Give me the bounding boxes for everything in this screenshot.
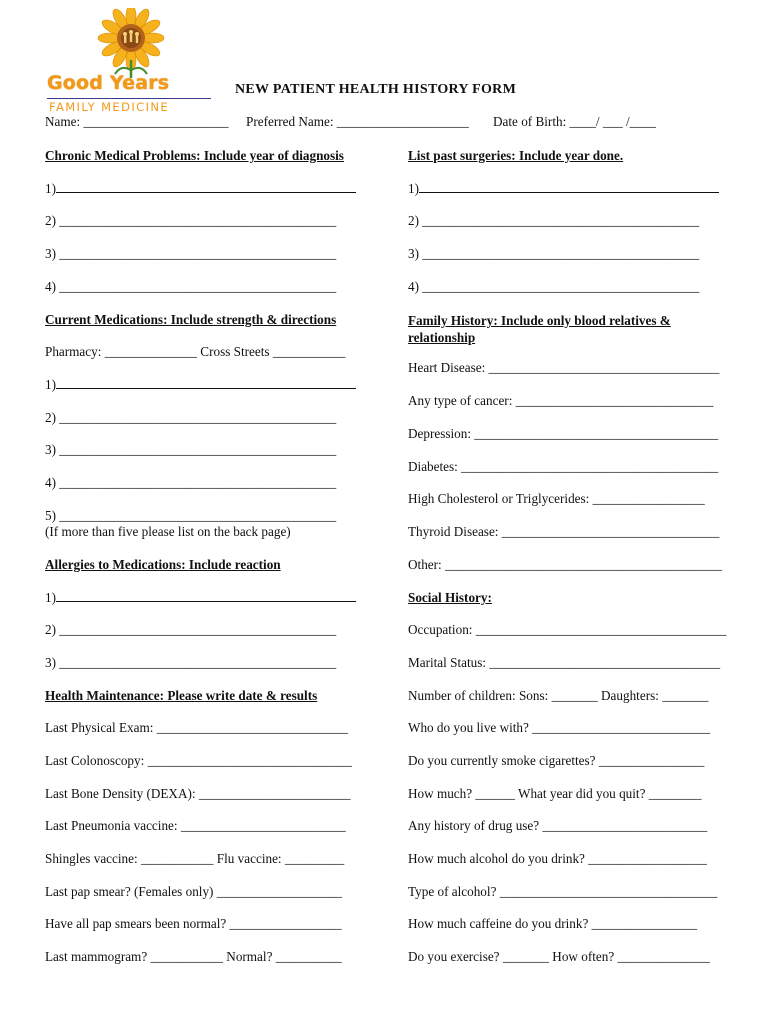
chronic-item-4[interactable]: 4) __________________________________________ [45, 279, 337, 294]
preferred-name-field[interactable]: Preferred Name: ____________________ [246, 114, 469, 129]
chronic-item-1[interactable] [45, 181, 356, 197]
medication-item-3[interactable]: 3) __________________________________________ [45, 442, 337, 457]
chronic-item-1-line [56, 191, 356, 193]
family-other-field[interactable]: Other: __________________________________________ [408, 557, 722, 572]
exercise-field[interactable]: Do you exercise? _______ How often? ______________ [408, 949, 710, 964]
allergies-heading: Allergies to Medications: Include reaction [45, 557, 281, 572]
logo [43, 8, 215, 114]
surgery-item-3[interactable]: 3) __________________________________________ [408, 246, 700, 261]
family-cancer-field[interactable]: Any type of cancer: ______________________________ [408, 393, 714, 408]
surgery-item-1-line [419, 191, 719, 193]
mammogram-field[interactable]: Last mammogram? ___________ Normal? __________ [45, 949, 342, 964]
chronic-item-2[interactable]: 2) __________________________________________ [45, 213, 337, 228]
family-history-heading: Family History: Include only blood relatives & relationship [408, 313, 671, 345]
form-title: NEW PATIENT HEALTH HISTORY FORM [235, 82, 517, 97]
occupation-field[interactable]: Occupation: ______________________________________ [408, 622, 727, 637]
allergy-item-1-label: 1) [45, 590, 56, 605]
smoke-field[interactable]: Do you currently smoke cigarettes? ________________ [408, 753, 705, 768]
physical-exam-field[interactable]: Last Physical Exam: _____________________________ [45, 720, 348, 735]
pharmacy-field[interactable]: Pharmacy: ______________ Cross Streets ___________ [45, 344, 346, 359]
logo-brand-name: Good Years [47, 72, 170, 94]
allergy-item-3[interactable]: 3) __________________________________________ [45, 655, 337, 670]
logo-brand-subtitle: FAMILY MEDICINE [49, 100, 170, 114]
caffeine-field[interactable]: How much caffeine do you drink? ________________ [408, 916, 698, 931]
surgery-item-1-label: 1) [408, 181, 419, 196]
medication-item-1-label: 1) [45, 377, 56, 392]
shingles-flu-vaccine-field[interactable]: Shingles vaccine: ___________ Flu vaccine: _________ [45, 851, 345, 866]
chronic-item-3[interactable]: 3) __________________________________________ [45, 246, 337, 261]
allergy-item-1[interactable] [45, 590, 356, 606]
family-depression-field[interactable]: Depression: _____________________________________ [408, 426, 719, 441]
social-history-heading: Social History: [408, 590, 492, 605]
alcohol-amount-field[interactable]: How much alcohol do you drink? __________________ [408, 851, 707, 866]
surgery-item-1[interactable] [408, 181, 719, 197]
alcohol-type-field[interactable]: Type of alcohol? _________________________________ [408, 884, 718, 899]
pneumonia-vaccine-field[interactable]: Last Pneumonia vaccine: _________________________ [45, 818, 346, 833]
marital-status-field[interactable]: Marital Status: ___________________________________ [408, 655, 721, 670]
children-field[interactable]: Number of children: Sons: _______ Daughters: _______ [408, 688, 709, 703]
medication-item-1[interactable] [45, 377, 356, 393]
drug-use-field[interactable]: Any history of drug use? _________________________ [408, 818, 708, 833]
allergy-item-2[interactable]: 2) __________________________________________ [45, 622, 337, 637]
medication-item-4[interactable]: 4) __________________________________________ [45, 475, 337, 490]
allergy-item-1-line [56, 600, 356, 602]
surgeries-heading: List past surgeries: Include year done. [408, 148, 624, 163]
family-thyroid-field[interactable]: Thyroid Disease: _________________________________ [408, 524, 720, 539]
name-field[interactable]: Name: ______________________ [45, 114, 229, 129]
live-with-field[interactable]: Who do you live with? ___________________________ [408, 720, 711, 735]
date-of-birth-field[interactable]: Date of Birth: ____/ ___ /____ [493, 114, 656, 129]
pap-normal-field[interactable]: Have all pap smears been normal? _________________ [45, 916, 342, 931]
health-maintenance-heading: Health Maintenance: Please write date & results [45, 688, 318, 703]
medication-item-2[interactable]: 2) __________________________________________ [45, 410, 337, 425]
medication-item-5[interactable]: 5) __________________________________________ [45, 508, 337, 523]
chronic-problems-heading: Chronic Medical Problems: Include year of diagnosis [45, 148, 344, 163]
family-diabetes-field[interactable]: Diabetes: _______________________________________ [408, 459, 719, 474]
smoke-amount-field[interactable]: How much? ______ What year did you quit? ________ [408, 786, 702, 801]
chronic-item-1-label: 1) [45, 181, 56, 196]
family-cholesterol-field[interactable]: High Cholesterol or Triglycerides: _________________ [408, 491, 705, 506]
sunflower-logo-icon [43, 8, 215, 78]
surgery-item-2[interactable]: 2) __________________________________________ [408, 213, 700, 228]
colonoscopy-field[interactable]: Last Colonoscopy: _______________________________ [45, 753, 352, 768]
family-heart-disease-field[interactable]: Heart Disease: ___________________________________ [408, 360, 720, 375]
medications-note: (If more than five please list on the back page) [45, 524, 291, 539]
medications-heading: Current Medications: Include strength & directions [45, 312, 337, 327]
bone-density-field[interactable]: Last Bone Density (DEXA): _______________________ [45, 786, 351, 801]
logo-divider [47, 98, 211, 99]
surgery-item-4[interactable]: 4) __________________________________________ [408, 279, 700, 294]
medication-item-1-line [56, 387, 356, 389]
pap-smear-field[interactable]: Last pap smear? (Females only) ___________________ [45, 884, 343, 899]
